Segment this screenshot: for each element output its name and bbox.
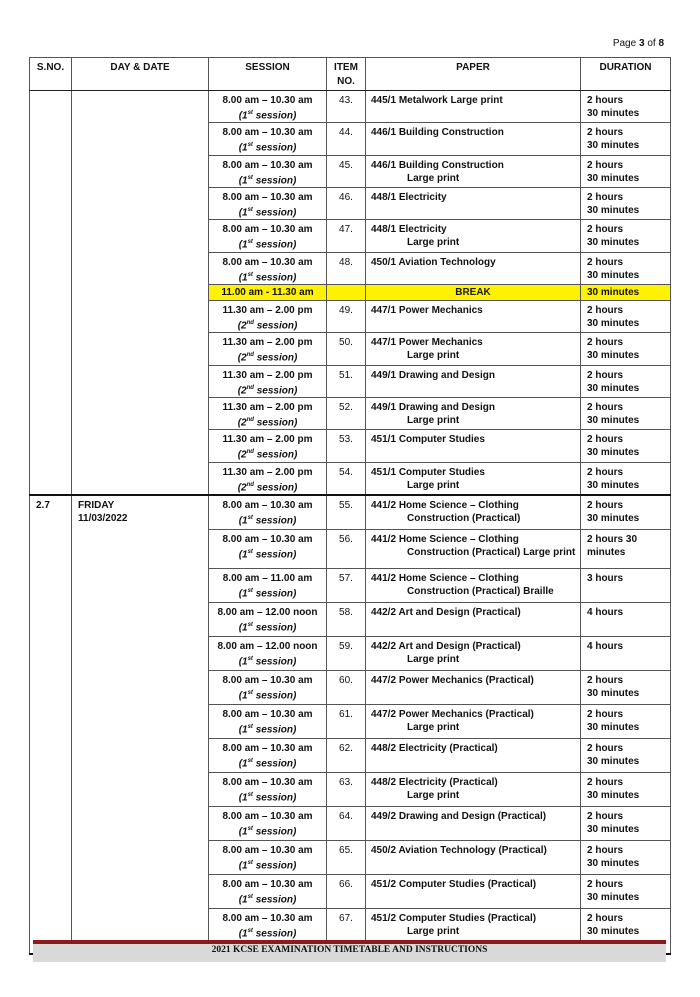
paper-code: 450/2 [371,844,397,856]
session-time: 8.00 am – 10.30 am [222,878,313,890]
paper-name: Art and Design (Practical) [398,606,521,618]
paper-cell [366,840,581,874]
session-time: 11.30 am – 2.00 pm [222,337,313,349]
duration-cell: 2 hours 30 minutes [581,365,671,397]
duration-cell: 2 hours 30 minutes [581,670,671,704]
duration-cell: 2 hours 30 minutes [581,704,671,738]
paper-detail: Construction (Practical) [407,512,521,524]
session-cell [209,874,327,908]
session-time: 8.00 am – 10.30 am [222,499,313,511]
header-sno: S.NO. [30,58,72,91]
session-cell [209,704,327,738]
paper-code: 450/1 [371,256,397,268]
paper-code: 449/2 [371,810,397,822]
paper-detail: Large print [407,414,460,426]
header-duration: DURATION [581,58,671,91]
session-time: 8.00 am – 10.30 am [222,810,313,822]
session-time: 8.00 am – 10.30 am [222,224,313,236]
paper-code: 451/1 [371,434,397,446]
session-cell [209,636,327,670]
paper-detail: Large print [407,172,460,184]
footer-title: 2021 KCSE EXAMINATION TIMETABLE AND INSTRUCTIONS [211,945,488,955]
paper-name: Art and Design (Practical) [398,640,521,652]
paper-code: 451/2 [371,912,397,924]
item-number: 54. [327,462,366,495]
session-label: (1st session) [238,859,297,872]
item-number: 43. [327,91,366,123]
paper-cell [366,462,581,495]
item-number: 62. [327,738,366,772]
paper-name: Building Construction [398,159,504,171]
session-label: (1st session) [238,548,297,561]
session-cell [209,91,327,123]
paper-name: Computer Studies [398,466,485,478]
session-label: (2nd session) [237,416,298,429]
session-cell [209,220,327,252]
header-session: SESSION [209,58,327,91]
session-time: 8.00 am – 10.30 am [222,191,313,203]
session-label: (2nd session) [237,481,298,493]
day-cell [72,91,209,495]
paper-name: Computer Studies [398,434,485,446]
paper-detail: Large print [407,721,460,733]
duration-cell: 2 hours 30 minutes [581,300,671,332]
session-cell [209,252,327,284]
item-number: 59. [327,636,366,670]
paper-cell [366,123,581,155]
session-time: 8.00 am – 10.30 am [222,776,313,788]
duration-cell: 2 hours 30 minutes [581,333,671,365]
duration-cell: 3 hours [581,568,671,602]
timetable [29,57,671,955]
session-label: (1st session) [238,514,297,527]
duration-cell: 2 hours 30 minutes [581,874,671,908]
paper-cell [366,636,581,670]
header-item-no: ITEM NO. [327,58,366,91]
paper-code: 445/1 [371,95,397,106]
session-time: 8.00 am – 10.30 am [222,127,313,139]
paper-code: 449/1 [371,401,397,413]
session-time: 8.00 am – 10.30 am [222,708,313,720]
page-total: 8 [658,38,664,49]
session-time: 11.30 am – 2.00 pm [222,304,313,316]
duration-cell: 2 hours 30 minutes [581,91,671,123]
paper-name: Computer Studies (Practical) [398,878,537,890]
paper-cell [366,300,581,332]
duration-cell: 2 hours 30 minutes [581,155,671,187]
paper-name: Drawing and Design [398,369,495,381]
session-cell [209,300,327,332]
item-number: 49. [327,300,366,332]
paper-name: Aviation Technology [398,256,496,268]
session-label: (1st session) [238,206,297,219]
duration-cell: 2 hours 30 minutes [581,462,671,495]
session-time: 8.00 am – 10.30 am [222,742,313,754]
item-number: 60. [327,670,366,704]
session-label: (2nd session) [237,384,298,396]
session-cell [209,397,327,429]
item-number: 64. [327,806,366,840]
session-label: (2nd session) [237,352,298,364]
paper-name: Power Mechanics (Practical) [398,708,534,720]
session-cell [209,365,327,397]
paper-cell [366,874,581,908]
session-cell [209,430,327,462]
break-label: BREAK [366,284,581,300]
duration-cell: 2 hours 30 minutes [581,908,671,954]
session-time: 8.00 am – 12.00 noon [217,606,318,618]
paper-name: Drawing and Design [398,401,495,413]
item-number: 45. [327,155,366,187]
paper-code: 441/2 [371,499,397,511]
paper-name: Electricity (Practical) [398,742,498,754]
page-of: of [647,38,656,49]
paper-cell [366,220,581,252]
page-number [613,38,664,49]
session-cell [209,155,327,187]
day-date: 11/03/2022 [78,512,128,524]
header-day-date: DAY & DATE [72,58,209,91]
table-row [30,495,671,530]
paper-name: Computer Studies (Practical) [398,912,537,924]
paper-detail: Construction (Practical) Large print [407,546,576,558]
session-label: (1st session) [238,893,297,906]
paper-code: 449/1 [371,369,397,381]
session-cell [209,495,327,530]
paper-cell [366,772,581,806]
paper-cell [366,602,581,636]
paper-code: 442/2 [371,606,397,618]
paper-code: 448/2 [371,776,397,788]
item-number: 66. [327,874,366,908]
sno-cell [30,495,72,954]
session-time: 11.30 am – 2.00 pm [222,369,313,381]
paper-code: 448/2 [371,742,397,754]
item-number: 51. [327,365,366,397]
paper-cell [366,806,581,840]
paper-cell [366,495,581,530]
paper-name: Building Construction [398,127,504,139]
session-time: 8.00 am – 10.30 am [222,533,313,545]
duration-cell: 2 hours 30 minutes [581,495,671,530]
session-label: (1st session) [238,825,297,838]
break-time: 11.00 am - 11.30 am [209,284,327,300]
item-number: 63. [327,772,366,806]
paper-cell [366,252,581,284]
duration-cell: 2 hours 30 minutes [581,123,671,155]
paper-name: Electricity [398,191,447,203]
session-time: 8.00 am – 10.30 am [222,256,313,268]
page-current: 3 [638,38,645,49]
item-number: 65. [327,840,366,874]
session-cell [209,840,327,874]
paper-code: 447/2 [371,708,397,720]
duration-cell: 2 hours 30 minutes [581,529,671,568]
item-number: 44. [327,123,366,155]
item-number: 57. [327,568,366,602]
friday-sessions [30,495,671,954]
session-label: (1st session) [238,655,297,668]
paper-name: Home Science – Clothing [398,533,519,545]
item-number: 48. [327,252,366,284]
paper-code: 447/1 [371,304,397,316]
paper-name: Drawing and Design (Practical) [398,810,547,822]
paper-cell [366,365,581,397]
session-time: 11.30 am – 2.00 pm [222,466,313,478]
paper-cell [366,670,581,704]
duration-cell: 2 hours 30 minutes [581,738,671,772]
paper-cell [366,704,581,738]
paper-code: 446/1 [371,159,397,171]
item-number: 50. [327,333,366,365]
paper-name: Home Science – Clothing [398,572,519,584]
duration-cell: 2 hours 30 minutes [581,430,671,462]
session-cell [209,568,327,602]
paper-detail: Construction (Practical) Braille [407,585,554,597]
paper-code: 441/2 [371,572,397,584]
item-number: 58. [327,602,366,636]
session-cell [209,670,327,704]
paper-detail: Large print [407,479,460,491]
paper-code: 448/1 [371,224,397,236]
item-number: 46. [327,187,366,219]
paper-code: 447/2 [371,674,397,686]
sno-value: 2.7 [36,499,50,511]
header-paper: PAPER [366,58,581,91]
paper-cell [366,529,581,568]
timetable-header-row [30,58,671,91]
thursday-sessions [30,91,671,495]
session-time: 11.30 am – 2.00 pm [222,401,313,413]
session-cell [209,187,327,219]
duration-cell: 2 hours 30 minutes [581,772,671,806]
session-time: 8.00 am – 10.30 am [222,95,313,106]
paper-code: 441/2 [371,533,397,545]
paper-cell [366,568,581,602]
paper-code: 446/1 [371,127,397,139]
paper-cell [366,738,581,772]
item-number: 53. [327,430,366,462]
session-time: 8.00 am – 10.30 am [222,844,313,856]
paper-detail: Large print [407,237,460,249]
item-number: 52. [327,397,366,429]
session-cell [209,772,327,806]
day-cell [72,495,209,954]
duration-cell: 2 hours 30 minutes [581,252,671,284]
paper-name: Electricity (Practical) [398,776,498,788]
paper-cell [366,430,581,462]
session-label: (1st session) [238,174,297,186]
break-item [327,284,366,300]
duration-cell: 2 hours 30 minutes [581,220,671,252]
paper-cell [366,187,581,219]
session-time: 11.30 am – 2.00 pm [222,434,313,446]
paper-name: Metalwork Large print [398,95,503,106]
paper-name: Power Mechanics [398,304,483,316]
session-label: (2nd session) [237,449,298,461]
paper-cell [366,91,581,123]
session-time: 8.00 am – 11.00 am [222,572,313,584]
sno-cell [30,91,72,495]
session-label: (1st session) [238,757,297,770]
item-number: 56. [327,529,366,568]
paper-code: 448/1 [371,191,397,203]
break-duration: 30 minutes [581,284,671,300]
page-label: Page [612,38,637,49]
paper-code: 451/2 [371,878,397,890]
session-label: (1st session) [238,927,297,940]
session-time: 8.00 am – 10.30 am [222,912,313,924]
session-cell [209,462,327,495]
paper-detail: Large print [407,350,460,362]
session-label: (1st session) [238,723,297,736]
paper-name: Aviation Technology (Practical) [398,844,547,856]
item-number: 67. [327,908,366,954]
session-label: (1st session) [238,110,297,122]
paper-cell [366,333,581,365]
paper-name: Home Science – Clothing [398,499,519,511]
paper-name: Electricity [398,224,447,236]
session-cell [209,529,327,568]
session-label: (1st session) [238,621,297,634]
paper-detail: Large print [407,653,460,665]
session-cell [209,333,327,365]
session-label: (1st session) [238,271,297,283]
session-cell [209,123,327,155]
day-name: FRIDAY [78,499,115,511]
paper-cell [366,155,581,187]
paper-cell [366,397,581,429]
paper-code: 451/1 [371,466,397,478]
session-time: 8.00 am – 10.30 am [222,674,313,686]
session-label: (1st session) [238,587,297,600]
item-number: 61. [327,704,366,738]
session-label: (1st session) [238,239,297,251]
paper-name: Power Mechanics [398,337,483,349]
session-label: (1st session) [238,142,297,154]
paper-detail: Large print [407,789,460,801]
session-time: 8.00 am – 10.30 am [222,159,313,171]
duration-cell: 2 hours 30 minutes [581,840,671,874]
session-cell [209,806,327,840]
paper-code: 442/2 [371,640,397,652]
paper-detail: Large print [407,925,460,937]
session-label: (2nd session) [237,319,298,332]
session-label: (1st session) [238,791,297,804]
item-number: 47. [327,220,366,252]
duration-cell: 4 hours [581,636,671,670]
duration-cell: 2 hours 30 minutes [581,187,671,219]
duration-cell: 4 hours [581,602,671,636]
item-number: 55. [327,495,366,530]
duration-cell: 2 hours 30 minutes [581,397,671,429]
table-row [30,91,671,123]
session-cell [209,738,327,772]
session-time: 8.00 am – 12.00 noon [217,640,318,652]
paper-code: 447/1 [371,337,397,349]
paper-name: Power Mechanics (Practical) [398,674,534,686]
session-cell [209,602,327,636]
session-label: (1st session) [238,689,297,702]
duration-cell: 2 hours 30 minutes [581,806,671,840]
